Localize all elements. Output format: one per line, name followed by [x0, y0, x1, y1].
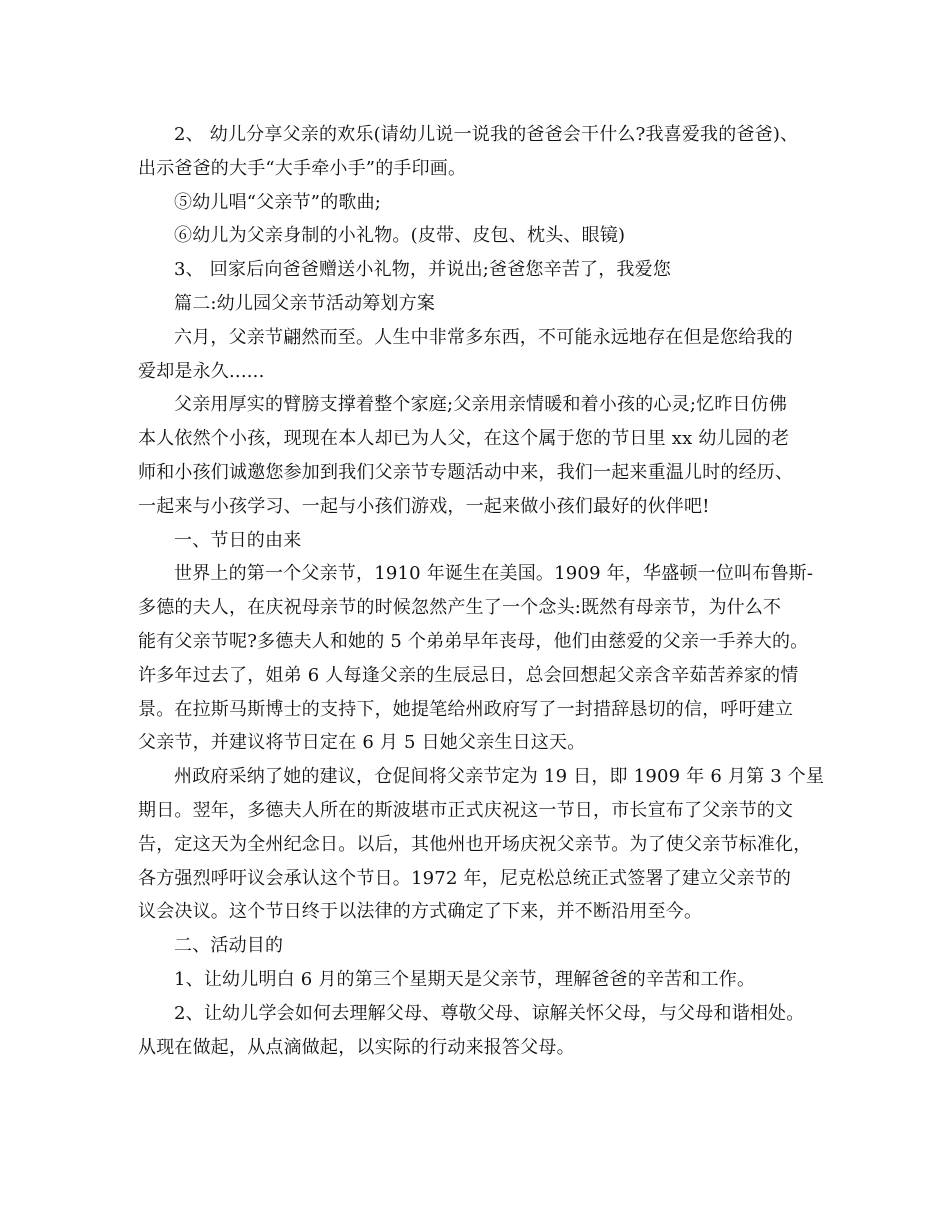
text-line: 期日。翌年，多德夫人所在的斯波堪市正式庆祝这一节日，市长宣布了父亲节的文 [138, 799, 794, 821]
text-line: 六月，父亲节翩然而至。人生中非常多东西，不可能永远地存在但是您给我的 [174, 326, 793, 348]
text-line: 1、让幼儿明白 6 月的第三个星期天是父亲节，理解爸爸的辛苦和工作。 [174, 968, 756, 990]
document-body [138, 118, 828, 1064]
text-line: 能有父亲节呢?多德夫人和她的 5 个弟弟早年丧母，他们由慈爱的父亲一手养大的。 [138, 630, 809, 652]
text-line: ⑥幼儿为父亲身制的小礼物。(皮带、皮包、枕头、眼镜) [174, 225, 626, 247]
text-line: 爱却是永久...... [138, 360, 265, 382]
text-line: 父亲用厚实的臂膀支撑着整个家庭;父亲用亲情暖和着小孩的心灵;忆昨日仿佛 [174, 394, 788, 416]
text-line: 出示爸爸的大手“大手牵小手”的手印画。 [138, 157, 467, 179]
text-line: 一、节日的由来 [174, 529, 302, 551]
text-line: 3、 回家后向爸爸赠送小礼物，并说出;爸爸您辛苦了，我爱您 [174, 259, 672, 281]
text-line: 师和小孩们诚邀您参加到我们父亲节专题活动中来，我们一起来重温儿时的经历、 [138, 461, 794, 483]
text-line: 议会决议。这个节日终于以法律的方式确定了下来，并不断沿用至今。 [138, 901, 703, 923]
text-line: ⑤幼儿唱“父亲节”的歌曲; [174, 191, 382, 213]
text-line: 世界上的第一个父亲节，1910 年诞生在美国。1909 年，华盛顿一位叫布鲁斯- [174, 563, 814, 585]
text-line: 许多年过去了，姐弟 6 人每逢父亲的生辰忌日，总会回想起父亲含辛茹苦养家的情 [138, 664, 799, 686]
text-line: 2、让幼儿学会如何去理解父母、尊敬父母、谅解关怀父母，与父母和谐相处。 [174, 1002, 805, 1024]
text-line: 二、活动目的 [174, 935, 284, 957]
text-line: 篇二:幼儿园父亲节活动筹划方案 [174, 292, 436, 314]
text-line: 州政府采纳了她的建议，仓促间将父亲节定为 19 日，即 1909 年 6 月第 3 个星 [174, 766, 825, 788]
text-line: 一起来与小孩学习、一起与小孩们游戏，一起来做小孩们最好的伙伴吧! [138, 495, 710, 517]
text-line: 本人依然个小孩，现现在本人却已为人父，在这个属于您的节日里 xx 幼儿园的老 [138, 428, 790, 450]
text-line: 各方强烈呼吁议会承认这个节日。1972 年，尼克松总统正式签署了建立父亲节的 [138, 867, 792, 889]
text-line: 从现在做起，从点滴做起，以实际的行动来报答父母。 [138, 1036, 575, 1058]
text-line: 父亲节，并建议将节日定在 6 月 5 日她父亲生日这天。 [138, 732, 586, 754]
text-line: 景。在拉斯马斯博士的支持下，她提笔给州政府写了一封措辞恳切的信，呼吁建立 [138, 698, 794, 720]
text-line: 告，定这天为全州纪念日。以后，其他州也开场庆祝父亲节。为了使父亲节标准化， [138, 833, 812, 855]
text-line: 多德的夫人，在庆祝母亲节的时候忽然产生了一个念头:既然有母亲节，为什么不 [138, 597, 782, 619]
text-line: 2、 幼儿分享父亲的欢乐(请幼儿说一说我的爸爸会干什么?我喜爱我的爸爸)、 [174, 124, 799, 145]
